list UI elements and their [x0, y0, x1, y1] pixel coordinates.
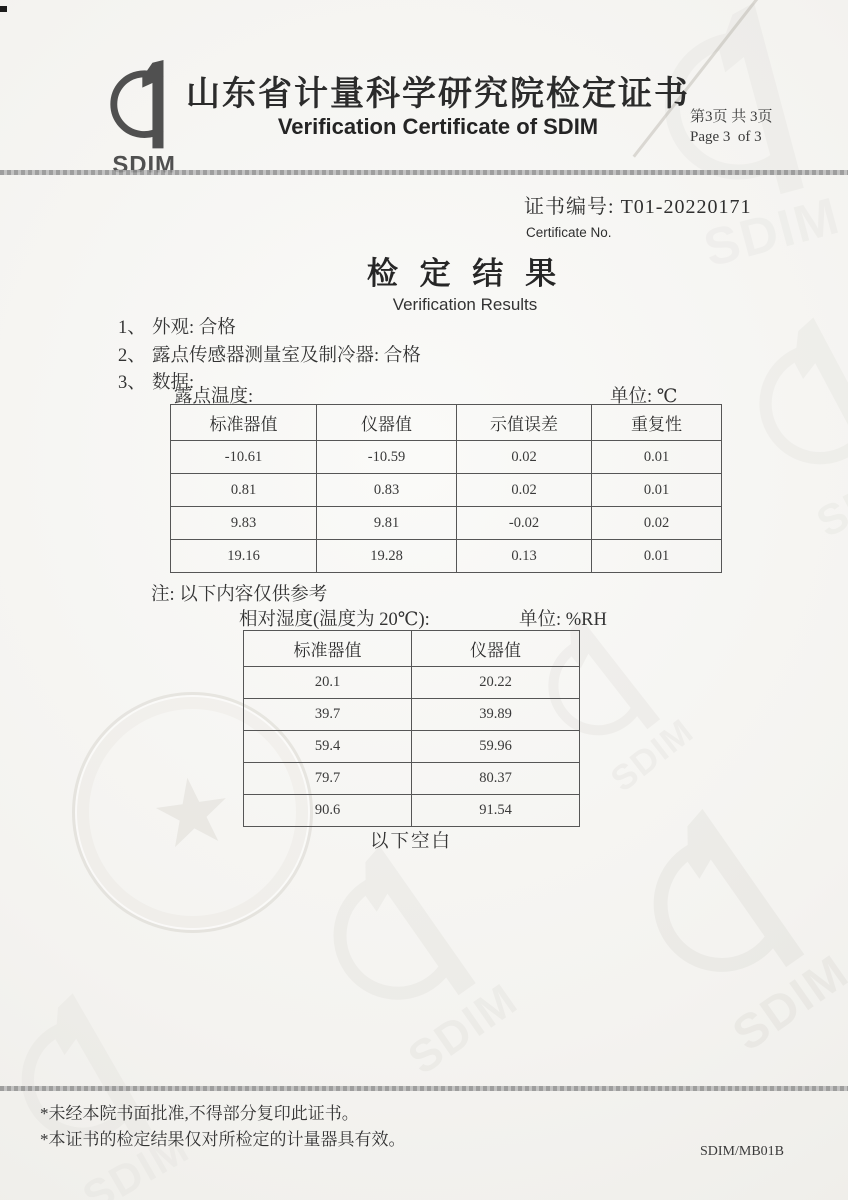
result-item: 1、 外观: 合格 — [118, 318, 236, 338]
table-row — [244, 667, 580, 699]
table-cell: 19.28 — [317, 540, 457, 573]
scan-artifact — [0, 6, 7, 12]
footer-note: *未经本院书面批准,不得部分复印此证书。 — [40, 1104, 359, 1123]
table-cell: -10.59 — [317, 441, 457, 474]
table-cell: 0.01 — [592, 540, 722, 573]
table-cell: 0.01 — [592, 441, 722, 474]
sdim-watermark-icon — [281, 815, 551, 1096]
certificate-number-label-en: Certificate No. — [526, 225, 612, 240]
table-cell: 0.81 — [171, 474, 317, 507]
footer-divider — [0, 1086, 848, 1091]
table-cell: 0.83 — [317, 474, 457, 507]
result-items — [118, 315, 421, 398]
table-cell: 0.01 — [592, 474, 722, 507]
blank-below-note: 以下空白 — [369, 832, 452, 852]
table-row — [171, 540, 722, 573]
certificate-number — [524, 190, 751, 219]
dew-point-table — [170, 404, 722, 573]
header-cell: 仪器值 — [412, 631, 580, 667]
header-cell: 仪器值 — [317, 405, 457, 441]
header-cell: 示值误差 — [457, 405, 592, 441]
header-cell: 重复性 — [592, 405, 722, 441]
header-cell: 标准器值 — [171, 405, 317, 441]
sdim-watermark-icon — [0, 968, 221, 1200]
table-cell: 39.7 — [244, 699, 412, 731]
table-cell: 90.6 — [244, 795, 412, 827]
table-cell: -10.61 — [171, 441, 317, 474]
header-cell: 标准器值 — [244, 631, 412, 667]
form-code: SDIM/MB01B — [700, 1144, 785, 1159]
reference-note: 注: 以下内容仅供参考 — [151, 585, 328, 605]
table-cell: 59.4 — [244, 731, 412, 763]
footer-note: *本证书的检定结果仅对所检定的计量器具有效。 — [40, 1130, 406, 1149]
sdim-watermark-icon — [598, 776, 848, 1073]
page-number-cn: 第3页 共 3页 — [690, 109, 773, 125]
table-row — [171, 441, 722, 474]
sdim-watermark-icon — [713, 293, 848, 554]
table-row — [171, 507, 722, 540]
table-row — [244, 763, 580, 795]
table-cell: 59.96 — [412, 731, 580, 763]
table-cell: 79.7 — [244, 763, 412, 795]
seal-star-icon: ★ — [144, 753, 241, 872]
table-cell: 0.13 — [457, 540, 592, 573]
table-cell: 0.02 — [457, 474, 592, 507]
humidity-label: 相对湿度(温度为 20℃): — [239, 610, 430, 630]
table-cell: -0.02 — [457, 507, 592, 540]
header-divider — [0, 170, 848, 175]
table-cell: 39.89 — [412, 699, 580, 731]
results-title-cn: 检 定 结 果 — [366, 256, 564, 291]
page-title-cn: 山东省计量科学研究院检定证书 — [186, 76, 690, 113]
results-title-en: Verification Results — [392, 295, 538, 314]
table-header-row — [171, 405, 722, 441]
table-row — [244, 731, 580, 763]
table-cell: 9.83 — [171, 507, 317, 540]
dew-point-label: 露点温度: — [174, 387, 254, 407]
humidity-unit: 单位: %RH — [519, 610, 607, 630]
result-item: 3、 数据: — [118, 373, 195, 393]
humidity-table — [243, 630, 580, 827]
certificate-number-value: T01-20220171 — [620, 196, 752, 218]
table-row — [244, 795, 580, 827]
table-cell: 80.37 — [412, 763, 580, 795]
table-row — [244, 699, 580, 731]
table-header-row — [244, 631, 580, 667]
certificate-number-label: 证书编号: — [524, 196, 615, 218]
table-cell: 20.1 — [244, 667, 412, 699]
result-item: 2、 露点传感器测量室及制冷器: 合格 — [118, 345, 421, 366]
table-cell: 9.81 — [317, 507, 457, 540]
table-row — [171, 474, 722, 507]
table-cell: 91.54 — [412, 795, 580, 827]
page-number-en: Page 3 of 3 — [690, 129, 762, 145]
page-title-en: Verification Certificate of SDIM — [277, 114, 599, 139]
table-cell: 0.02 — [457, 441, 592, 474]
dew-point-unit: 单位: ℃ — [610, 387, 678, 407]
table-cell: 0.02 — [592, 507, 722, 540]
table-cell: 19.16 — [171, 540, 317, 573]
table-cell: 20.22 — [412, 667, 580, 699]
